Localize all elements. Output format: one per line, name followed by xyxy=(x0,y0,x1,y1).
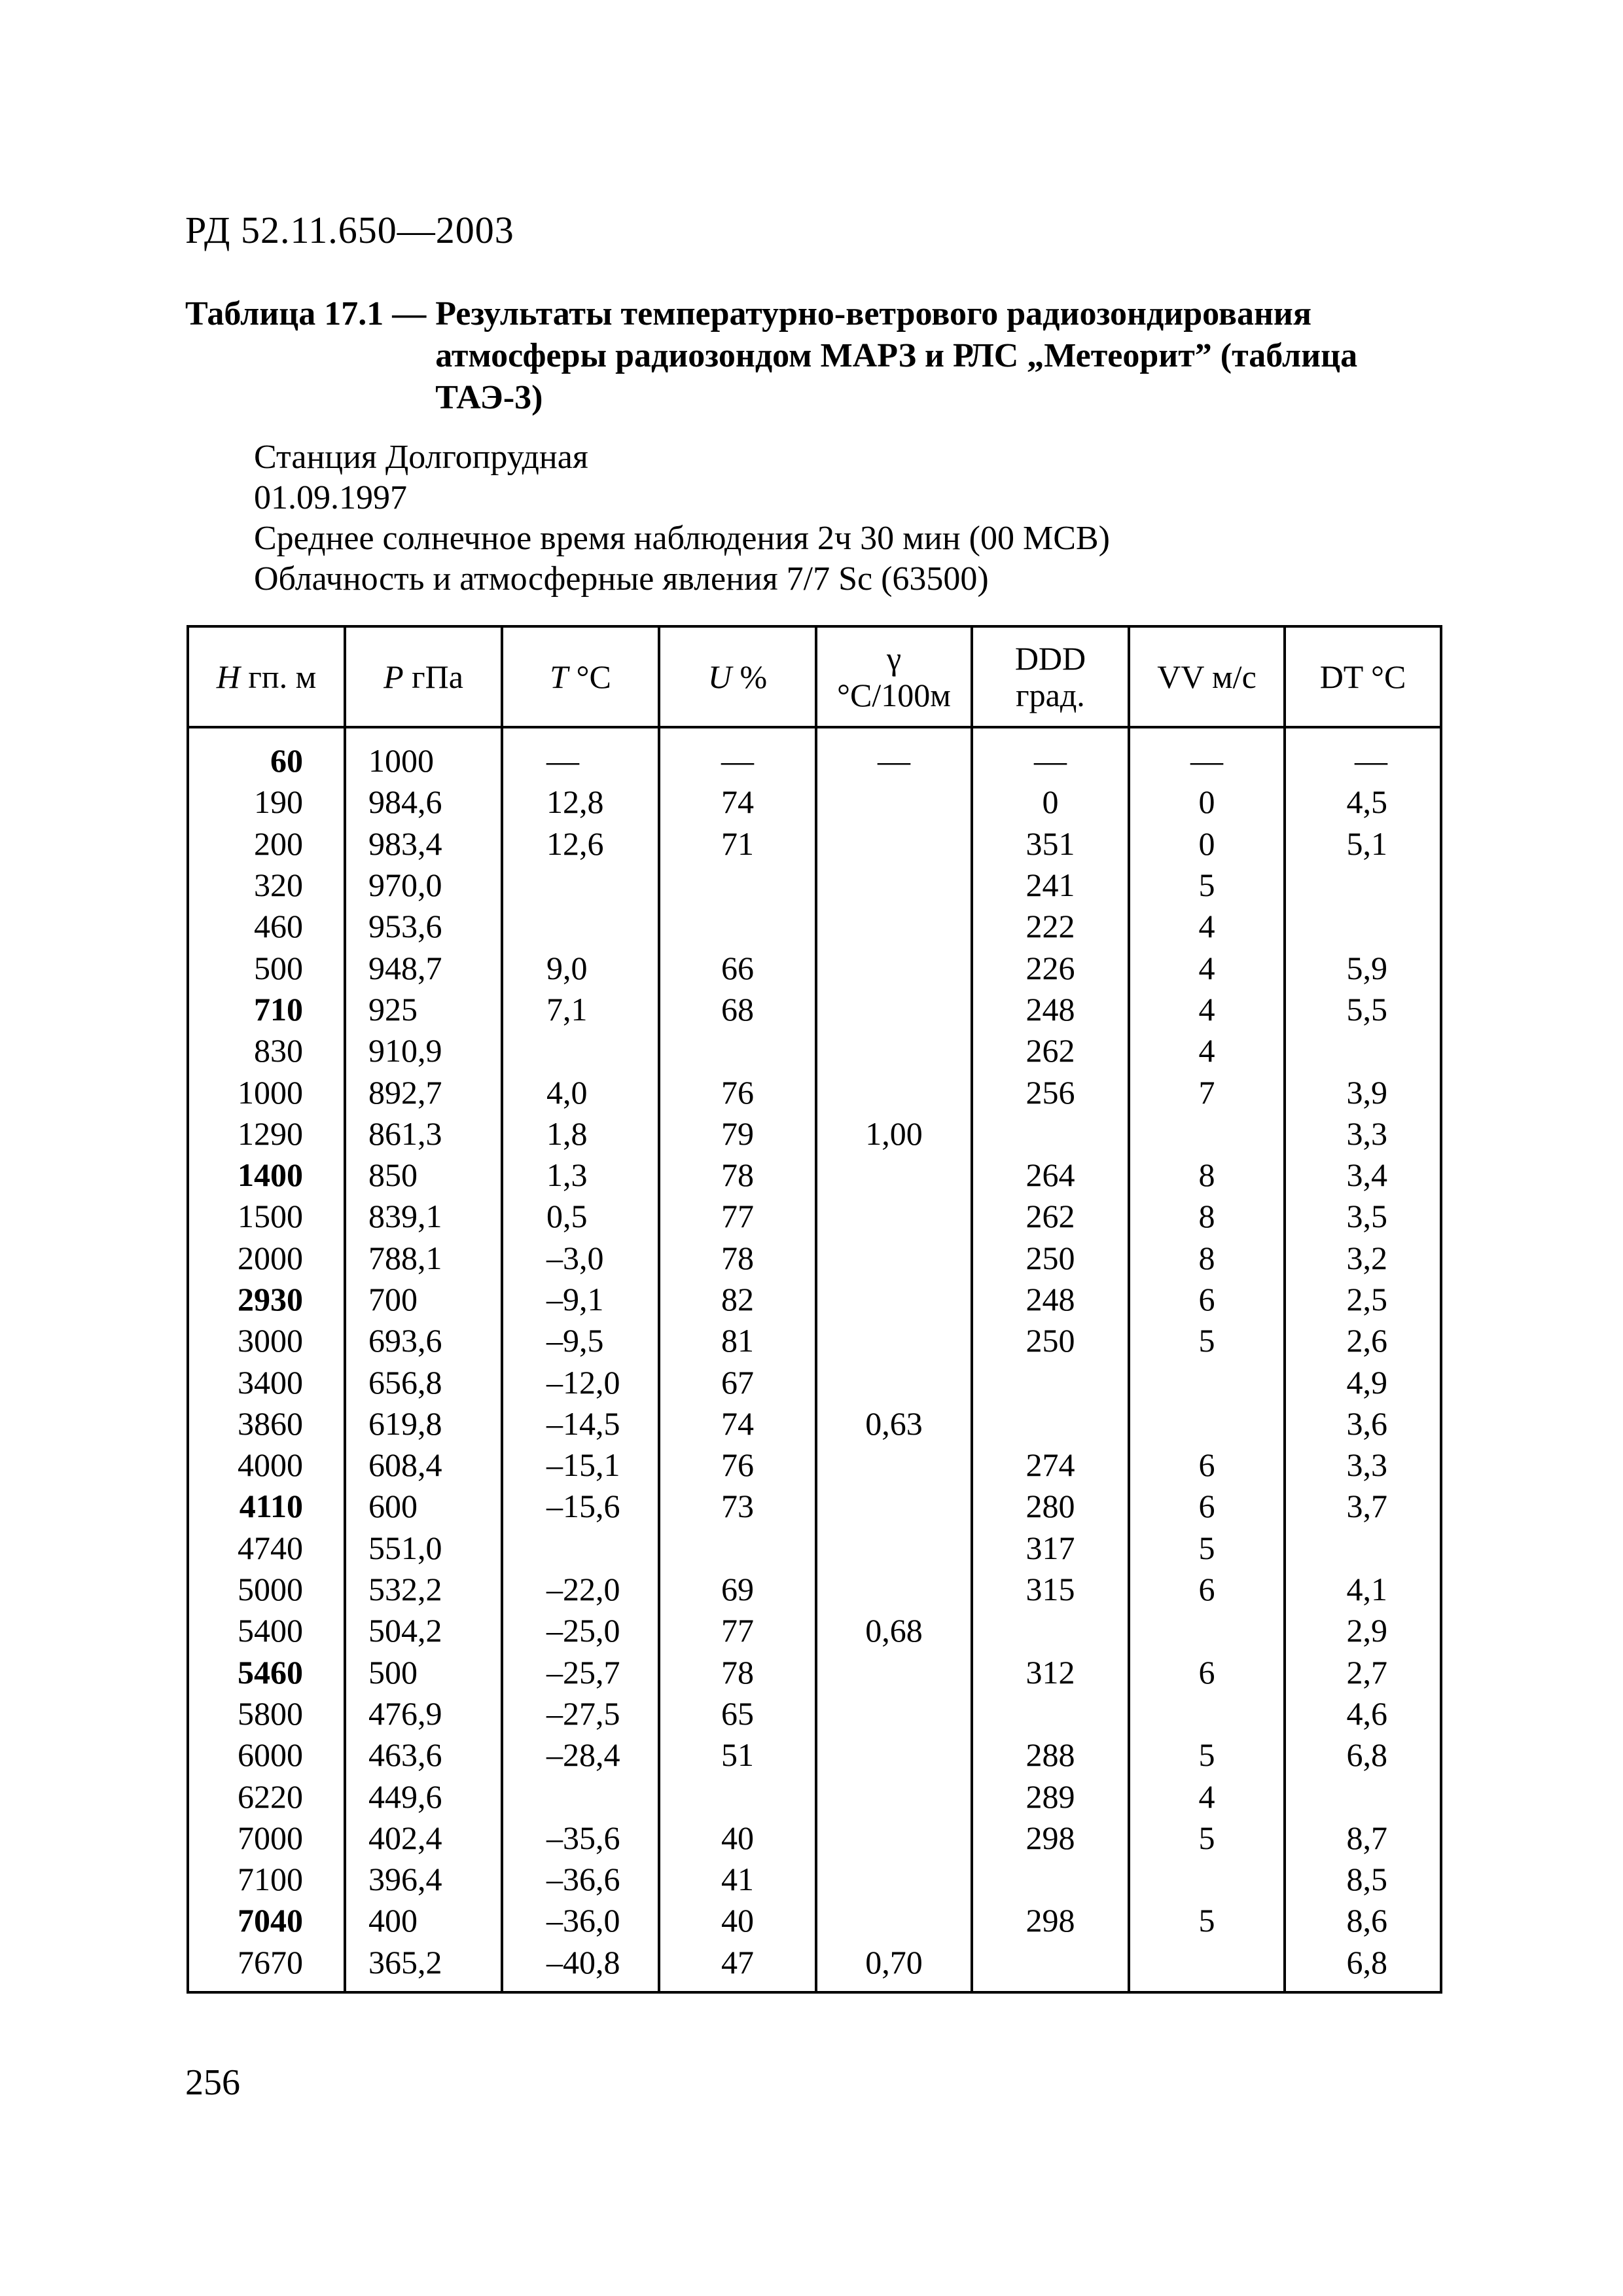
cell-humidity: 74 xyxy=(659,781,816,823)
cell-height: 7000 xyxy=(188,1818,345,1859)
cell-humidity: 67 xyxy=(659,1361,816,1403)
cell-temperature: –3,0 xyxy=(502,1238,659,1279)
cell-wind-direction: 315 xyxy=(972,1569,1129,1610)
cell-pressure: 463,6 xyxy=(345,1734,502,1776)
cell-pressure: 551,0 xyxy=(345,1528,502,1569)
cell-gamma xyxy=(816,1734,972,1776)
cell-wind-speed: 7 xyxy=(1129,1071,1285,1113)
station-name: Станция Долгопрудная xyxy=(254,439,588,476)
cell-wind-speed: — xyxy=(1129,727,1285,781)
table-row xyxy=(188,1030,1441,1071)
cell-height: 1500 xyxy=(188,1196,345,1237)
table-row xyxy=(188,1361,1441,1403)
cell-dew-deficit: 3,6 xyxy=(1285,1403,1441,1444)
cell-humidity: 71 xyxy=(659,823,816,865)
cell-gamma xyxy=(816,823,972,865)
cell-dew-deficit: 3,7 xyxy=(1285,1486,1441,1527)
cell-temperature: –36,0 xyxy=(502,1900,659,1941)
header-row xyxy=(188,626,1441,727)
cell-height: 3400 xyxy=(188,1361,345,1403)
table-row xyxy=(188,1279,1441,1320)
cell-pressure: 984,6 xyxy=(345,781,502,823)
cell-wind-direction: 262 xyxy=(972,1196,1129,1237)
cell-pressure: 402,4 xyxy=(345,1818,502,1859)
cell-temperature: –22,0 xyxy=(502,1569,659,1610)
cell-gamma xyxy=(816,1859,972,1900)
table-row xyxy=(188,1942,1441,1992)
cell-temperature: –12,0 xyxy=(502,1361,659,1403)
cell-wind-speed: 6 xyxy=(1129,1569,1285,1610)
cell-wind-speed: 4 xyxy=(1129,947,1285,988)
cell-gamma xyxy=(816,781,972,823)
cell-gamma xyxy=(816,1320,972,1361)
cell-pressure: 693,6 xyxy=(345,1320,502,1361)
col-header-pressure: P гПа xyxy=(345,626,502,727)
cell-temperature xyxy=(502,1776,659,1817)
cell-height: 190 xyxy=(188,781,345,823)
cell-wind-direction xyxy=(972,1361,1129,1403)
cell-pressure: 619,8 xyxy=(345,1403,502,1444)
cell-gamma xyxy=(816,989,972,1030)
cell-wind-speed xyxy=(1129,1610,1285,1651)
cell-dew-deficit: 8,5 xyxy=(1285,1859,1441,1900)
cell-height: 7670 xyxy=(188,1942,345,1992)
table-row xyxy=(188,1486,1441,1527)
cell-pressure: 700 xyxy=(345,1279,502,1320)
cell-gamma xyxy=(816,1900,972,1941)
cell-wind-speed: 5 xyxy=(1129,1734,1285,1776)
table-row xyxy=(188,781,1441,823)
cell-pressure: 600 xyxy=(345,1486,502,1527)
cell-dew-deficit: 5,9 xyxy=(1285,947,1441,988)
table-row xyxy=(188,1196,1441,1237)
cell-pressure: 449,6 xyxy=(345,1776,502,1817)
page-number: 256 xyxy=(185,2062,240,2103)
table-row xyxy=(188,1444,1441,1486)
cell-wind-direction xyxy=(972,1859,1129,1900)
cell-gamma xyxy=(816,1486,972,1527)
cell-wind-speed: 0 xyxy=(1129,823,1285,865)
cell-humidity: 82 xyxy=(659,1279,816,1320)
cell-wind-direction: 274 xyxy=(972,1444,1129,1486)
cell-humidity xyxy=(659,1776,816,1817)
cell-height: 830 xyxy=(188,1030,345,1071)
cell-gamma xyxy=(816,1444,972,1486)
cell-height: 320 xyxy=(188,865,345,906)
cell-humidity xyxy=(659,1030,816,1071)
col-header-height: H гп. м xyxy=(188,626,345,727)
cell-dew-deficit xyxy=(1285,865,1441,906)
cell-dew-deficit xyxy=(1285,1030,1441,1071)
cell-wind-speed: 8 xyxy=(1129,1155,1285,1196)
table-row xyxy=(188,1610,1441,1651)
cell-wind-speed: 6 xyxy=(1129,1279,1285,1320)
cell-humidity: 69 xyxy=(659,1569,816,1610)
cell-dew-deficit: 3,3 xyxy=(1285,1113,1441,1155)
cell-wind-direction xyxy=(972,1403,1129,1444)
cell-gamma: 0,70 xyxy=(816,1942,972,1992)
table-row xyxy=(188,1818,1441,1859)
cell-gamma xyxy=(816,1569,972,1610)
observation-time: Среднее солнечное время наблюдения 2ч 30 мин (00 МСВ) xyxy=(254,520,1110,557)
cell-temperature: 1,8 xyxy=(502,1113,659,1155)
cell-gamma xyxy=(816,1652,972,1693)
cell-temperature: –36,6 xyxy=(502,1859,659,1900)
table-row xyxy=(188,1693,1441,1734)
table-row xyxy=(188,1238,1441,1279)
cell-wind-direction: — xyxy=(972,727,1129,781)
table-row xyxy=(188,727,1441,781)
cell-gamma xyxy=(816,906,972,947)
cell-wind-direction: 264 xyxy=(972,1155,1129,1196)
cell-height: 3000 xyxy=(188,1320,345,1361)
cell-height: 6220 xyxy=(188,1776,345,1817)
cell-temperature: –27,5 xyxy=(502,1693,659,1734)
cell-dew-deficit: 3,4 xyxy=(1285,1155,1441,1196)
cell-humidity: 47 xyxy=(659,1942,816,1992)
cell-height: 1290 xyxy=(188,1113,345,1155)
table-row xyxy=(188,1071,1441,1113)
cell-temperature: –15,6 xyxy=(502,1486,659,1527)
cell-height: 3860 xyxy=(188,1403,345,1444)
cell-gamma: 1,00 xyxy=(816,1113,972,1155)
cell-humidity: 66 xyxy=(659,947,816,988)
cell-temperature: 12,6 xyxy=(502,823,659,865)
cell-humidity: 41 xyxy=(659,1859,816,1900)
cell-humidity: 78 xyxy=(659,1238,816,1279)
cell-humidity: 79 xyxy=(659,1113,816,1155)
cell-wind-speed: 4 xyxy=(1129,1776,1285,1817)
cell-wind-direction: 248 xyxy=(972,989,1129,1030)
cell-temperature: 1,3 xyxy=(502,1155,659,1196)
cell-dew-deficit: 6,8 xyxy=(1285,1734,1441,1776)
cell-pressure: 839,1 xyxy=(345,1196,502,1237)
cell-temperature: — xyxy=(502,727,659,781)
cell-humidity: 40 xyxy=(659,1818,816,1859)
cell-wind-speed: 5 xyxy=(1129,1900,1285,1941)
cell-wind-direction: 222 xyxy=(972,906,1129,947)
cell-wind-speed: 5 xyxy=(1129,1818,1285,1859)
cell-dew-deficit: 5,1 xyxy=(1285,823,1441,865)
cell-wind-speed xyxy=(1129,1693,1285,1734)
cell-height: 5400 xyxy=(188,1610,345,1651)
cell-wind-direction: 250 xyxy=(972,1238,1129,1279)
cell-wind-direction: 241 xyxy=(972,865,1129,906)
cell-pressure: 953,6 xyxy=(345,906,502,947)
cell-dew-deficit: 3,3 xyxy=(1285,1444,1441,1486)
cell-height: 4110 xyxy=(188,1486,345,1527)
observation-date: 01.09.1997 xyxy=(254,479,407,516)
document-code: РД 52.11.650—2003 xyxy=(185,209,514,251)
cell-humidity: 40 xyxy=(659,1900,816,1941)
cell-dew-deficit: 8,7 xyxy=(1285,1818,1441,1859)
cell-gamma xyxy=(816,1361,972,1403)
cell-height: 6000 xyxy=(188,1734,345,1776)
col-header-gamma: γ °C/100м xyxy=(816,626,972,727)
col-header-humidity: U % xyxy=(659,626,816,727)
cell-temperature: 12,8 xyxy=(502,781,659,823)
cell-temperature: –9,1 xyxy=(502,1279,659,1320)
cell-height: 710 xyxy=(188,989,345,1030)
cell-height: 5000 xyxy=(188,1569,345,1610)
cell-wind-speed: 8 xyxy=(1129,1196,1285,1237)
cell-pressure: 504,2 xyxy=(345,1610,502,1651)
cell-wind-speed xyxy=(1129,1403,1285,1444)
cell-wind-speed: 5 xyxy=(1129,1320,1285,1361)
caption-label: Таблица 17.1 — xyxy=(185,295,427,332)
cell-temperature xyxy=(502,1030,659,1071)
col-header-wind-speed: VV м/с xyxy=(1129,626,1285,727)
cell-wind-speed: 8 xyxy=(1129,1238,1285,1279)
cell-pressure: 910,9 xyxy=(345,1030,502,1071)
cell-pressure: 1000 xyxy=(345,727,502,781)
cell-pressure: 400 xyxy=(345,1900,502,1941)
cell-pressure: 970,0 xyxy=(345,865,502,906)
cell-gamma xyxy=(816,1196,972,1237)
cell-humidity: 76 xyxy=(659,1444,816,1486)
cell-humidity xyxy=(659,865,816,906)
cell-humidity: 77 xyxy=(659,1610,816,1651)
cell-temperature: 0,5 xyxy=(502,1196,659,1237)
cell-temperature: –25,0 xyxy=(502,1610,659,1651)
table-row xyxy=(188,1900,1441,1941)
cell-dew-deficit: 2,5 xyxy=(1285,1279,1441,1320)
cell-dew-deficit: 4,6 xyxy=(1285,1693,1441,1734)
table-row xyxy=(188,1859,1441,1900)
cell-humidity: 74 xyxy=(659,1403,816,1444)
cell-dew-deficit: 3,2 xyxy=(1285,1238,1441,1279)
cell-temperature xyxy=(502,865,659,906)
cell-gamma xyxy=(816,947,972,988)
cell-pressure: 892,7 xyxy=(345,1071,502,1113)
cell-humidity: 77 xyxy=(659,1196,816,1237)
cell-pressure: 608,4 xyxy=(345,1444,502,1486)
cell-gamma xyxy=(816,1693,972,1734)
cell-pressure: 532,2 xyxy=(345,1569,502,1610)
table-row xyxy=(188,1403,1441,1444)
table-row xyxy=(188,1155,1441,1196)
col-header-temperature: T °C xyxy=(502,626,659,727)
cell-humidity: 76 xyxy=(659,1071,816,1113)
table-row xyxy=(188,1569,1441,1610)
cell-wind-speed: 6 xyxy=(1129,1652,1285,1693)
cell-dew-deficit: 4,9 xyxy=(1285,1361,1441,1403)
cell-gamma: — xyxy=(816,727,972,781)
cell-wind-direction xyxy=(972,1693,1129,1734)
cell-wind-direction xyxy=(972,1942,1129,1992)
cell-wind-speed xyxy=(1129,1113,1285,1155)
cell-height: 460 xyxy=(188,906,345,947)
cell-height: 60 xyxy=(188,727,345,781)
cell-wind-direction: 256 xyxy=(972,1071,1129,1113)
table-caption xyxy=(185,293,1455,419)
cell-height: 500 xyxy=(188,947,345,988)
cell-wind-direction: 0 xyxy=(972,781,1129,823)
cell-wind-direction: 262 xyxy=(972,1030,1129,1071)
table-row xyxy=(188,947,1441,988)
cell-gamma xyxy=(816,1776,972,1817)
cell-gamma xyxy=(816,1528,972,1569)
cell-pressure: 925 xyxy=(345,989,502,1030)
cell-temperature xyxy=(502,906,659,947)
cell-wind-direction: 250 xyxy=(972,1320,1129,1361)
cell-wind-speed: 5 xyxy=(1129,1528,1285,1569)
cell-dew-deficit: 8,6 xyxy=(1285,1900,1441,1941)
cell-humidity: 73 xyxy=(659,1486,816,1527)
caption-title: Результаты температурно-ветрового радиозондирования атмосферы радиозондом МАРЗ и РЛС „Метеорит” (таблица ТАЭ-3) xyxy=(435,295,1358,416)
cell-temperature: –35,6 xyxy=(502,1818,659,1859)
sounding-table xyxy=(187,625,1442,1994)
cell-dew-deficit: 4,1 xyxy=(1285,1569,1441,1610)
table-row xyxy=(188,906,1441,947)
cell-wind-speed: 5 xyxy=(1129,865,1285,906)
cell-dew-deficit: 6,8 xyxy=(1285,1942,1441,1992)
cell-gamma xyxy=(816,1071,972,1113)
cell-humidity: 51 xyxy=(659,1734,816,1776)
cell-temperature: 7,1 xyxy=(502,989,659,1030)
cell-dew-deficit xyxy=(1285,1528,1441,1569)
cell-humidity: 78 xyxy=(659,1155,816,1196)
cell-wind-direction xyxy=(972,1610,1129,1651)
cell-pressure: 788,1 xyxy=(345,1238,502,1279)
cell-wind-direction: 288 xyxy=(972,1734,1129,1776)
cell-height: 5460 xyxy=(188,1652,345,1693)
cell-wind-direction: 312 xyxy=(972,1652,1129,1693)
cell-wind-direction: 226 xyxy=(972,947,1129,988)
table-row xyxy=(188,1113,1441,1155)
cell-wind-speed: 4 xyxy=(1129,989,1285,1030)
cell-gamma: 0,68 xyxy=(816,1610,972,1651)
table-row xyxy=(188,989,1441,1030)
cell-pressure: 500 xyxy=(345,1652,502,1693)
cell-humidity xyxy=(659,906,816,947)
cell-wind-speed: 4 xyxy=(1129,1030,1285,1071)
cell-wind-speed: 4 xyxy=(1129,906,1285,947)
cell-gamma xyxy=(816,865,972,906)
cell-humidity xyxy=(659,1528,816,1569)
cell-height: 5800 xyxy=(188,1693,345,1734)
cell-wind-direction: 289 xyxy=(972,1776,1129,1817)
cell-dew-deficit xyxy=(1285,906,1441,947)
table-row xyxy=(188,1734,1441,1776)
table-row xyxy=(188,1528,1441,1569)
cell-temperature: –28,4 xyxy=(502,1734,659,1776)
cell-dew-deficit: 2,7 xyxy=(1285,1652,1441,1693)
cell-wind-speed xyxy=(1129,1859,1285,1900)
cell-dew-deficit: 2,9 xyxy=(1285,1610,1441,1651)
cell-gamma xyxy=(816,1238,972,1279)
cell-pressure: 396,4 xyxy=(345,1859,502,1900)
cell-pressure: 656,8 xyxy=(345,1361,502,1403)
cell-humidity: 65 xyxy=(659,1693,816,1734)
cell-dew-deficit: 2,6 xyxy=(1285,1320,1441,1361)
cell-humidity: 68 xyxy=(659,989,816,1030)
cell-temperature: –15,1 xyxy=(502,1444,659,1486)
cell-dew-deficit: — xyxy=(1285,727,1441,781)
cell-wind-speed xyxy=(1129,1942,1285,1992)
cell-height: 7100 xyxy=(188,1859,345,1900)
cell-dew-deficit xyxy=(1285,1776,1441,1817)
cell-wind-direction: 298 xyxy=(972,1818,1129,1859)
cell-wind-speed xyxy=(1129,1361,1285,1403)
cell-height: 2000 xyxy=(188,1238,345,1279)
cell-pressure: 476,9 xyxy=(345,1693,502,1734)
table-row xyxy=(188,1776,1441,1817)
cell-gamma: 0,63 xyxy=(816,1403,972,1444)
cell-temperature: –14,5 xyxy=(502,1403,659,1444)
cell-dew-deficit: 3,9 xyxy=(1285,1071,1441,1113)
table-row xyxy=(188,1320,1441,1361)
cell-pressure: 983,4 xyxy=(345,823,502,865)
cell-gamma xyxy=(816,1030,972,1071)
cell-wind-speed: 6 xyxy=(1129,1444,1285,1486)
cloud-conditions: Облачность и атмосферные явления 7/7 Sc (63500) xyxy=(254,560,989,598)
cell-dew-deficit: 4,5 xyxy=(1285,781,1441,823)
cell-wind-speed: 0 xyxy=(1129,781,1285,823)
col-header-wind-direction: DDD град. xyxy=(972,626,1129,727)
cell-dew-deficit: 5,5 xyxy=(1285,989,1441,1030)
cell-height: 2930 xyxy=(188,1279,345,1320)
cell-wind-direction: 351 xyxy=(972,823,1129,865)
cell-height: 1400 xyxy=(188,1155,345,1196)
cell-wind-speed: 6 xyxy=(1129,1486,1285,1527)
cell-height: 1000 xyxy=(188,1071,345,1113)
cell-pressure: 850 xyxy=(345,1155,502,1196)
cell-wind-direction: 280 xyxy=(972,1486,1129,1527)
col-header-dew-deficit: DT °C xyxy=(1285,626,1441,727)
table-row xyxy=(188,1652,1441,1693)
cell-pressure: 365,2 xyxy=(345,1942,502,1992)
cell-temperature: –25,7 xyxy=(502,1652,659,1693)
cell-temperature: 4,0 xyxy=(502,1071,659,1113)
cell-humidity: 78 xyxy=(659,1652,816,1693)
cell-height: 200 xyxy=(188,823,345,865)
cell-pressure: 861,3 xyxy=(345,1113,502,1155)
table-row xyxy=(188,823,1441,865)
cell-temperature: 9,0 xyxy=(502,947,659,988)
cell-dew-deficit: 3,5 xyxy=(1285,1196,1441,1237)
cell-humidity: — xyxy=(659,727,816,781)
cell-wind-direction xyxy=(972,1113,1129,1155)
cell-wind-direction: 248 xyxy=(972,1279,1129,1320)
cell-height: 7040 xyxy=(188,1900,345,1941)
cell-humidity: 81 xyxy=(659,1320,816,1361)
observation-meta xyxy=(254,437,1110,600)
cell-gamma xyxy=(816,1818,972,1859)
cell-temperature: –40,8 xyxy=(502,1942,659,1992)
cell-temperature xyxy=(502,1528,659,1569)
table-row xyxy=(188,865,1441,906)
cell-gamma xyxy=(816,1279,972,1320)
cell-height: 4740 xyxy=(188,1528,345,1569)
cell-height: 4000 xyxy=(188,1444,345,1486)
cell-wind-direction: 298 xyxy=(972,1900,1129,1941)
cell-wind-direction: 317 xyxy=(972,1528,1129,1569)
cell-temperature: –9,5 xyxy=(502,1320,659,1361)
cell-gamma xyxy=(816,1155,972,1196)
cell-pressure: 948,7 xyxy=(345,947,502,988)
